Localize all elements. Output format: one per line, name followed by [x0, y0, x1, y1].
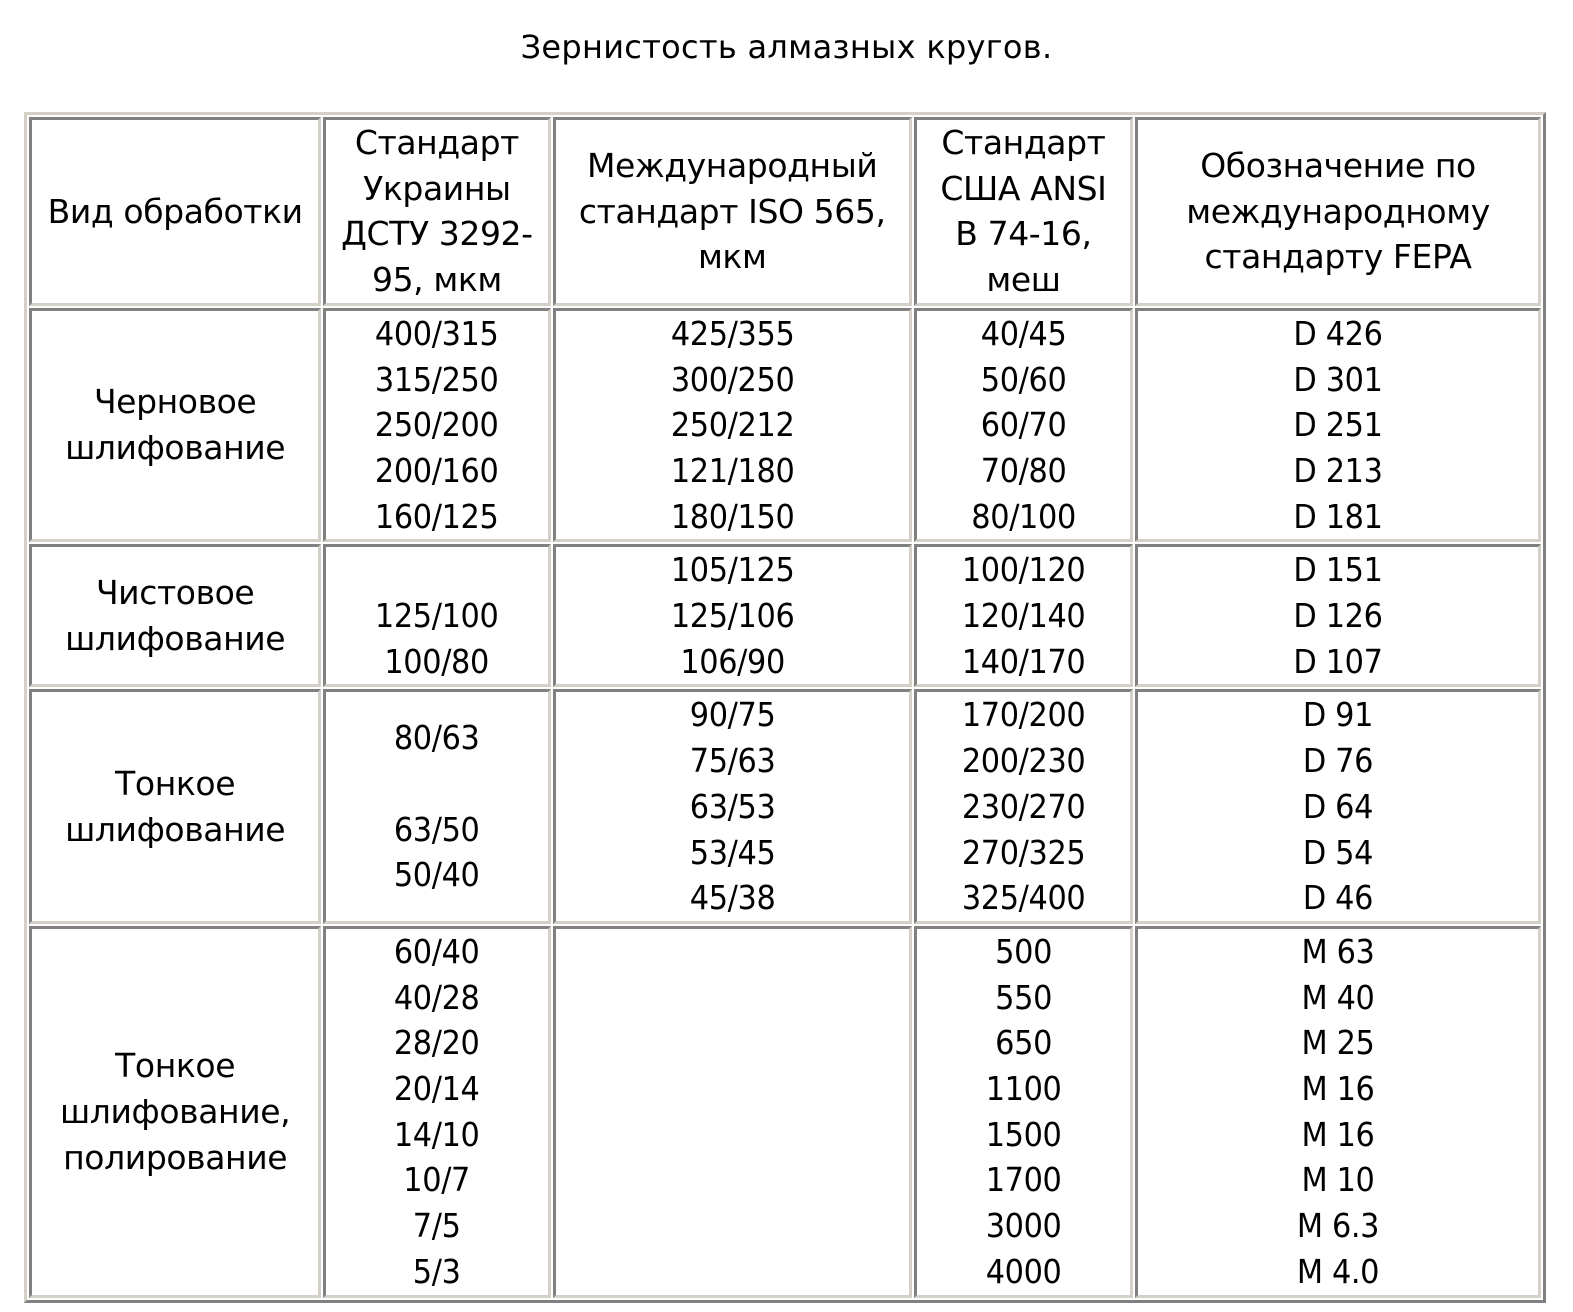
value: 300/250	[670, 359, 794, 399]
value: D 426	[1293, 313, 1383, 353]
process-line: Тонкое	[115, 763, 236, 803]
fepa-cell	[1135, 544, 1541, 687]
value: M 16	[1301, 1114, 1375, 1154]
value: 45/38	[689, 878, 776, 918]
header-line: Стандарт	[354, 123, 519, 162]
header-line: США ANSI	[940, 168, 1107, 208]
value: D 76	[1302, 741, 1374, 781]
value: D 64	[1302, 786, 1374, 826]
value: 20/14	[394, 1069, 480, 1109]
value: 80/63	[394, 718, 480, 758]
process-line: полирование	[63, 1137, 288, 1177]
value: 1100	[985, 1069, 1062, 1109]
value: 100/80	[384, 641, 490, 681]
value: 63/53	[689, 786, 776, 826]
value: 5/3	[413, 1251, 461, 1291]
value: 121/180	[670, 450, 794, 490]
value: 120/140	[961, 596, 1086, 636]
value: 28/20	[394, 1023, 480, 1063]
value: 90/75	[689, 695, 776, 735]
value: 75/63	[689, 741, 776, 781]
value: 250/200	[375, 405, 499, 445]
fepa-cell	[1135, 689, 1541, 924]
iso-cell	[553, 544, 912, 687]
dstu-cell	[323, 689, 550, 924]
table-row	[29, 926, 1541, 1298]
header-line: международному	[1186, 191, 1490, 231]
value: M 10	[1301, 1160, 1375, 1200]
header-line: меш	[986, 260, 1061, 300]
process-line: Чистовое	[95, 573, 255, 613]
value: 105/125	[670, 550, 794, 590]
value: 80/100	[971, 496, 1076, 536]
value: D 251	[1293, 405, 1383, 445]
header-ansi	[914, 117, 1133, 306]
value: 106/90	[679, 641, 785, 681]
process-line: шлифование	[65, 428, 286, 468]
header-line: стандарту FEPA	[1204, 237, 1472, 277]
dstu-cell	[323, 544, 550, 687]
header-line: Международный	[586, 145, 878, 185]
value: M 16	[1301, 1069, 1375, 1109]
spacer	[337, 761, 537, 807]
ansi-cell	[914, 544, 1133, 687]
value: D 54	[1302, 832, 1374, 872]
header-line: Вид обработки	[47, 191, 303, 231]
value: 4000	[985, 1251, 1062, 1291]
dstu-cell	[323, 308, 550, 543]
header-line: стандарт ISO 565,	[578, 191, 886, 231]
value: D 126	[1293, 596, 1383, 636]
header-line: Стандарт	[941, 123, 1106, 162]
value: 50/60	[980, 359, 1067, 399]
process-line: шлифование	[65, 618, 286, 658]
value: 125/100	[375, 596, 499, 636]
value: 60/70	[980, 405, 1067, 445]
table-row	[29, 689, 1541, 924]
process-line: Тонкое	[115, 1046, 236, 1086]
value: 325/400	[961, 878, 1086, 918]
value: 3000	[985, 1206, 1062, 1246]
process-type-cell	[29, 544, 321, 687]
value: 7/5	[413, 1206, 461, 1246]
header-line: ДСТУ 3292-	[341, 214, 533, 254]
header-line: Обозначение по	[1200, 145, 1476, 185]
process-type-cell	[29, 926, 321, 1298]
ansi-cell	[914, 689, 1133, 924]
process-line: шлифование	[65, 809, 286, 849]
header-line: 95, мкм	[371, 260, 502, 300]
iso-cell-empty	[553, 926, 912, 1298]
value: M 40	[1301, 977, 1375, 1017]
value: M 6.3	[1296, 1206, 1380, 1246]
value: 53/45	[689, 832, 776, 872]
value: 650	[995, 1023, 1052, 1063]
header-iso	[553, 117, 912, 306]
header-line: Украины	[363, 168, 511, 208]
value: 270/325	[961, 832, 1086, 872]
value: 160/125	[375, 496, 499, 536]
table-row	[29, 544, 1541, 687]
value: 1500	[985, 1114, 1062, 1154]
value: D 46	[1302, 878, 1374, 918]
value: 14/10	[394, 1114, 480, 1154]
value: D 107	[1293, 641, 1383, 681]
process-type-cell	[29, 308, 321, 543]
value: 400/315	[375, 313, 499, 353]
process-line: Черновое	[93, 382, 257, 422]
value: 10/7	[403, 1160, 471, 1200]
process-line: шлифование,	[60, 1091, 291, 1131]
header-process-type	[29, 117, 321, 306]
value: 250/212	[670, 405, 794, 445]
value: 200/160	[375, 450, 499, 490]
value: 63/50	[394, 809, 480, 849]
value: 550	[995, 977, 1052, 1017]
table-row	[29, 308, 1541, 543]
table-header-row	[29, 117, 1541, 306]
value: 170/200	[961, 695, 1086, 735]
process-type-cell	[29, 689, 321, 924]
value: 40/45	[980, 313, 1067, 353]
value: D 91	[1302, 695, 1374, 735]
iso-cell	[553, 308, 912, 543]
fepa-cell	[1135, 308, 1541, 543]
header-line: мкм	[697, 237, 767, 277]
header-dstu	[323, 117, 550, 306]
ansi-cell	[914, 926, 1133, 1298]
value: 125/106	[670, 596, 794, 636]
page-title: Зернистость алмазных кругов.	[520, 28, 1053, 66]
value: M 63	[1301, 931, 1375, 971]
value: 70/80	[980, 450, 1067, 490]
value: 425/355	[670, 313, 794, 353]
value: 230/270	[961, 786, 1086, 826]
grain-size-table	[24, 112, 1546, 1303]
value: 40/28	[394, 977, 480, 1017]
header-fepa	[1135, 117, 1541, 306]
fepa-cell	[1135, 926, 1541, 1298]
value: 50/40	[394, 855, 480, 895]
value: D 151	[1293, 550, 1383, 590]
value: D 181	[1293, 496, 1383, 536]
ansi-cell	[914, 308, 1133, 543]
value: M 4.0	[1296, 1251, 1380, 1291]
header-line: B 74-16,	[955, 214, 1092, 254]
value: 315/250	[375, 359, 499, 399]
value: M 25	[1301, 1023, 1375, 1063]
dstu-cell	[323, 926, 550, 1298]
value: 500	[995, 931, 1052, 971]
value: 100/120	[961, 550, 1086, 590]
value: 1700	[985, 1160, 1062, 1200]
value: D 213	[1293, 450, 1383, 490]
value: D 301	[1293, 359, 1383, 399]
value: 60/40	[394, 931, 480, 971]
value: 180/150	[670, 496, 794, 536]
value: 140/170	[961, 641, 1086, 681]
value: 200/230	[961, 741, 1086, 781]
iso-cell	[553, 689, 912, 924]
